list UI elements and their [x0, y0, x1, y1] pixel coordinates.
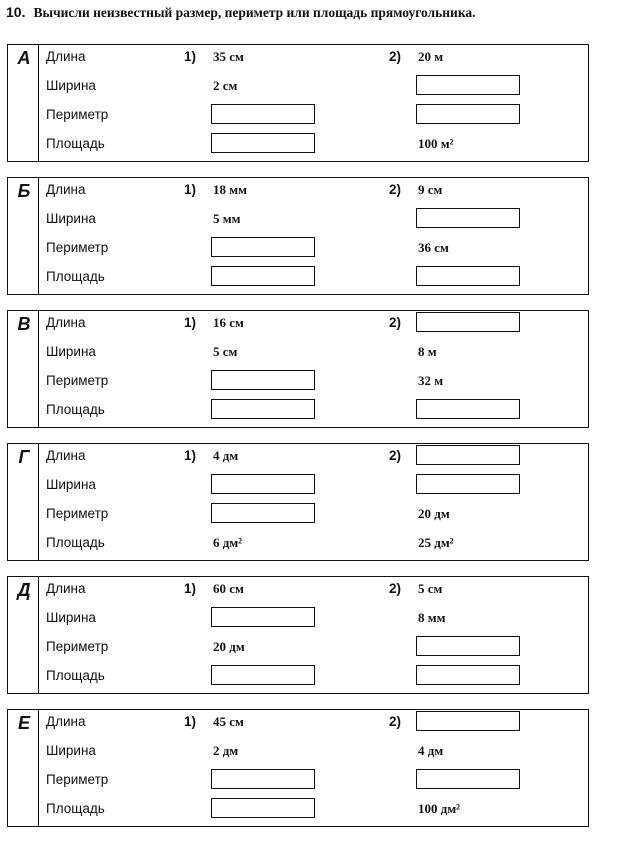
- case-marker-2: 2): [389, 448, 402, 463]
- row-label: Ширина: [46, 610, 96, 625]
- row-label: Длина: [46, 581, 86, 596]
- answer-box[interactable]: [211, 607, 315, 627]
- given-value: 100 дм²: [418, 801, 461, 816]
- answer-box[interactable]: [416, 711, 520, 731]
- row-label: Периметр: [46, 240, 109, 255]
- block-e: [7, 709, 589, 827]
- block-letter: А: [17, 48, 31, 68]
- row-label: Площадь: [46, 136, 105, 151]
- block-letter: Г: [18, 447, 30, 467]
- row-label: Площадь: [46, 402, 105, 417]
- letter-cell: [7, 44, 39, 162]
- given-value: 6 дм²: [213, 535, 243, 550]
- given-value: 4 дм: [213, 448, 239, 463]
- letter-cell: [7, 177, 39, 295]
- answer-box[interactable]: [416, 312, 520, 332]
- row-label: Периметр: [46, 373, 109, 388]
- case-marker-2: 2): [389, 714, 402, 729]
- row-label: Площадь: [46, 535, 105, 550]
- answer-box[interactable]: [211, 133, 315, 153]
- answer-box[interactable]: [211, 104, 315, 124]
- answer-box[interactable]: [416, 474, 520, 494]
- row-label: Периметр: [46, 506, 109, 521]
- row-label: Ширина: [46, 211, 96, 226]
- case-marker-2: 2): [389, 581, 402, 596]
- case-marker-1: 1): [184, 448, 197, 463]
- answer-box[interactable]: [416, 266, 520, 286]
- case-marker-2: 2): [389, 182, 402, 197]
- given-value: 18 мм: [213, 182, 247, 197]
- given-value: 5 мм: [213, 211, 241, 226]
- given-value: 35 см: [213, 49, 244, 64]
- answer-box[interactable]: [416, 104, 520, 124]
- row-label: Ширина: [46, 344, 96, 359]
- given-value: 8 мм: [418, 610, 446, 625]
- given-value: 45 см: [213, 714, 244, 729]
- given-value: 2 см: [213, 78, 238, 93]
- block-letter: Д: [17, 580, 31, 600]
- answer-box[interactable]: [211, 266, 315, 286]
- given-value: 4 дм: [418, 743, 444, 758]
- answer-box[interactable]: [416, 399, 520, 419]
- row-label: Площадь: [46, 801, 105, 816]
- case-marker-2: 2): [389, 49, 402, 64]
- block-d: [7, 576, 589, 694]
- answer-box[interactable]: [211, 237, 315, 257]
- case-marker-2: 2): [389, 315, 402, 330]
- row-label: Ширина: [46, 477, 96, 492]
- block-letter: Е: [17, 713, 30, 733]
- answer-box[interactable]: [211, 474, 315, 494]
- given-value: 9 см: [418, 182, 443, 197]
- answer-box[interactable]: [416, 665, 520, 685]
- given-value: 20 дм: [213, 639, 245, 654]
- block-b: [7, 177, 589, 295]
- case-marker-1: 1): [184, 315, 197, 330]
- given-value: 25 дм²: [418, 535, 454, 550]
- row-label: Периметр: [46, 772, 109, 787]
- letter-cell: [7, 576, 39, 694]
- given-value: 5 см: [418, 581, 443, 596]
- answer-box[interactable]: [211, 665, 315, 685]
- answer-box[interactable]: [211, 503, 315, 523]
- case-marker-1: 1): [184, 49, 197, 64]
- letter-cell: [7, 443, 39, 561]
- block-g: [7, 443, 589, 561]
- row-label: Периметр: [46, 639, 109, 654]
- given-value: 5 см: [213, 344, 238, 359]
- answer-box[interactable]: [416, 75, 520, 95]
- task-title: [6, 4, 618, 22]
- answer-box[interactable]: [416, 208, 520, 228]
- answer-box[interactable]: [416, 769, 520, 789]
- case-marker-1: 1): [184, 714, 197, 729]
- row-label: Площадь: [46, 668, 105, 683]
- given-value: 16 см: [213, 315, 244, 330]
- block-a: [7, 44, 589, 162]
- case-marker-1: 1): [184, 581, 197, 596]
- given-value: 32 м: [418, 373, 444, 388]
- row-label: Периметр: [46, 107, 109, 122]
- given-value: 100 м²: [418, 136, 454, 151]
- block-v: [7, 310, 589, 428]
- given-value: 2 дм: [213, 743, 239, 758]
- given-value: 60 см: [213, 581, 244, 596]
- answer-box[interactable]: [416, 445, 520, 465]
- row-label: Длина: [46, 315, 86, 330]
- given-value: 20 м: [418, 49, 444, 64]
- row-label: Длина: [46, 182, 86, 197]
- given-value: 20 дм: [418, 506, 450, 521]
- row-label: Ширина: [46, 743, 96, 758]
- answer-box[interactable]: [211, 370, 315, 390]
- block-letter: В: [17, 314, 31, 334]
- answer-box[interactable]: [416, 636, 520, 656]
- answer-box[interactable]: [211, 798, 315, 818]
- row-label: Длина: [46, 448, 86, 463]
- answer-box[interactable]: [211, 399, 315, 419]
- letter-cell: [7, 310, 39, 428]
- row-label: Длина: [46, 714, 86, 729]
- row-label: Ширина: [46, 78, 96, 93]
- letter-cell: [7, 709, 39, 827]
- block-letter: Б: [17, 181, 31, 201]
- task-text: Вычисли неизвестный размер, периметр или площадь прямоугольника.: [33, 5, 476, 20]
- row-label: Площадь: [46, 269, 105, 284]
- answer-box[interactable]: [211, 769, 315, 789]
- given-value: 8 м: [418, 344, 437, 359]
- task-number: 10.: [6, 4, 26, 20]
- case-marker-1: 1): [184, 182, 197, 197]
- given-value: 36 см: [418, 240, 449, 255]
- row-label: Длина: [46, 49, 86, 64]
